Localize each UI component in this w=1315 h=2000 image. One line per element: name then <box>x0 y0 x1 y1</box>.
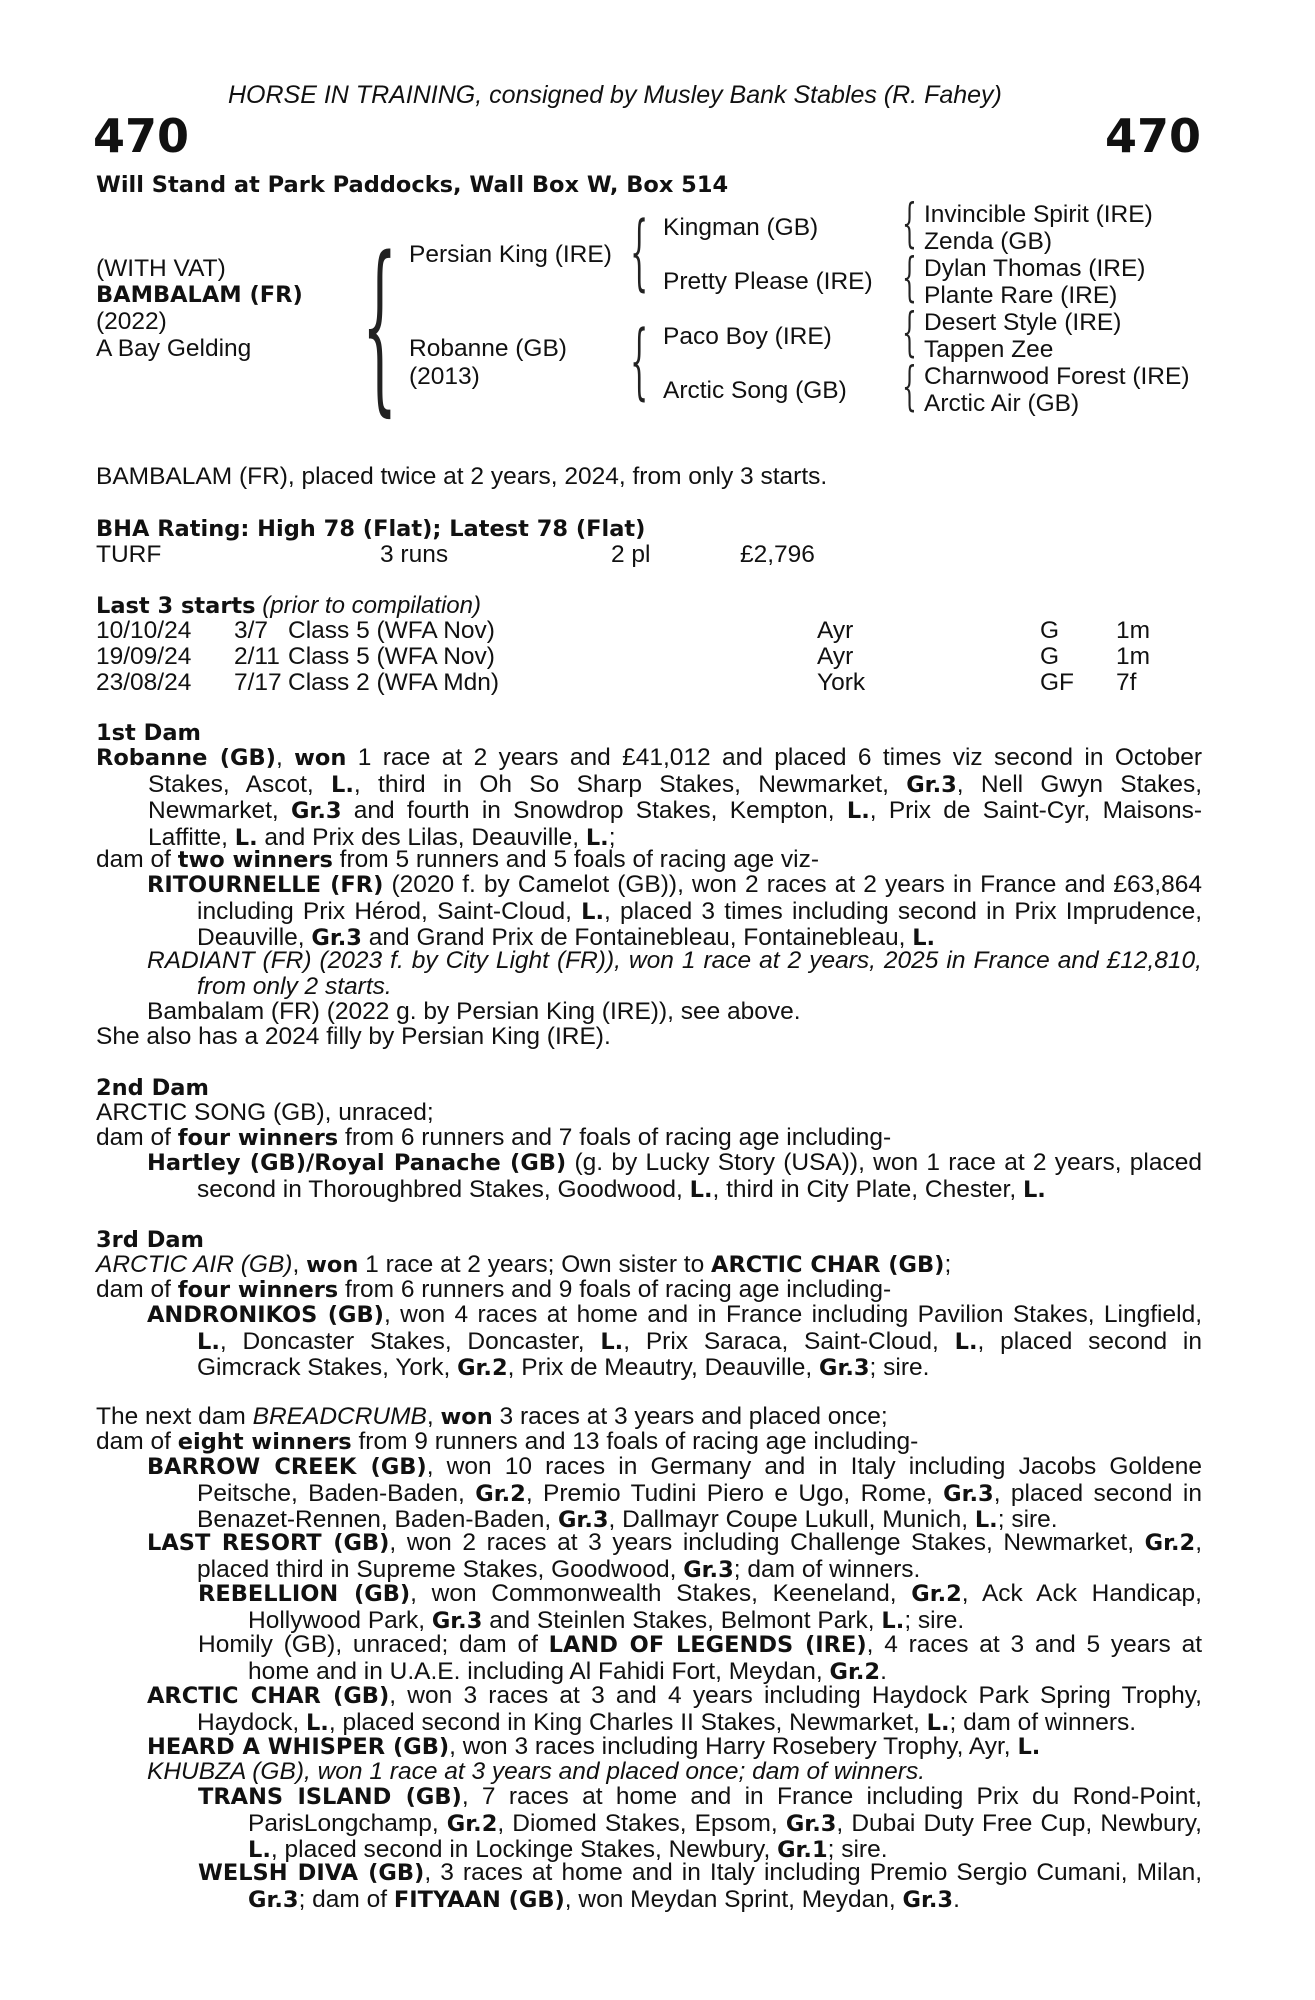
produce-last-resort: LAST RESORT (GB), won 2 races at 3 years including Challenge Stakes, Newmarket, Gr.2, placed third in Supreme Stakes, Goodwood, Gr.3; dam of winners. <box>147 1529 1203 1583</box>
last-starts-note: (prior to compilation) <box>262 592 481 619</box>
third-dam-produce-line: dam of four winners from 6 runners and 9 foals of racing age including- <box>96 1276 892 1303</box>
produce-homily: Homily (GB), unraced; dam of LAND OF LEGENDS (IRE), 4 races at 3 and 5 years at home and in U.A.E. including Al Fahidi Fort, Meydan, Gr.2. <box>198 1631 1202 1685</box>
dam-sire: Paco Boy (IRE) <box>663 323 832 350</box>
second-dam-heading: 2nd Dam <box>96 1075 209 1101</box>
brace-ds: { <box>902 303 917 363</box>
dam-year: (2013) <box>409 363 480 390</box>
produce-rebellion: REBELLION (GB), won Commonwealth Stakes, Keeneland, Gr.2, Ack Ack Handicap, Hollywood Park, Gr.3 and Steinlen Stakes, Belmont Park, L.; sire. <box>198 1580 1202 1634</box>
lot-number-right: 470 <box>1104 109 1201 163</box>
start-course: Ayr <box>817 643 854 670</box>
rating-placed: 2 pl <box>611 541 651 568</box>
first-dam-heading: 1st Dam <box>96 720 201 746</box>
pedigree-main-brace: { <box>362 217 398 433</box>
next-dam-produce-line: dam of eight winners from 9 runners and 13 foals of racing age including- <box>96 1428 919 1455</box>
produce-andronikos: ANDRONIKOS (GB), won 4 races at home and in France including Pavilion Stakes, Lingfield, L., Doncaster Stakes, Doncaster, L., Prix Saraca, Saint-Cloud, L., placed second in Gimcrack Stakes, York, Gr.2, Prix de Meautry, Deauville, Gr.3; sire. <box>147 1301 1203 1381</box>
produce-arctic-char: ARCTIC CHAR (GB), won 3 races at 3 and 4 years including Haydock Park Spring Trophy, Haydock, L., placed second in King Charles II Stakes, Newmarket, L.; dam of winners. <box>147 1682 1202 1736</box>
dam-name: ARCTIC AIR (GB) <box>96 1251 293 1278</box>
vat-note: (WITH VAT) <box>96 255 226 282</box>
start-race: Class 5 (WFA Nov) <box>288 617 495 644</box>
sire-dam-dam: Plante Rare (IRE) <box>924 282 1118 309</box>
produce-radiant: RADIANT (FR) (2023 f. by City Light (FR)), won 1 race at 2 years, 2025 in France and £12,810, from only 2 starts. <box>147 947 1202 1000</box>
produce-child-name: FITYAAN (GB) <box>393 1886 565 1913</box>
last-starts-heading <box>96 592 481 620</box>
produce-bambalam: Bambalam (FR) (2022 g. by Persian King (IRE)), see above. <box>147 998 801 1025</box>
produce-name: Hartley (GB)/Royal Panache (GB) <box>147 1150 567 1176</box>
start-distance: 1m <box>1116 617 1151 644</box>
winners-count: four winners <box>177 1125 339 1151</box>
start-race: Class 5 (WFA Nov) <box>288 643 495 670</box>
start-going: G <box>1040 617 1060 644</box>
second-dam-produce-line: dam of four winners from 6 runners and 7 foals of racing age including- <box>96 1124 892 1151</box>
produce-filly-note: She also has a 2024 filly by Persian King (IRE). <box>96 1023 611 1050</box>
sire-dam: Pretty Please (IRE) <box>663 268 873 295</box>
produce-name: HEARD A WHISPER (GB) <box>147 1734 450 1760</box>
produce-ritournelle: RITOURNELLE (FR) (2020 f. by Camelot (GB)), won 2 races at 2 years in France and £63,864 including Prix Hérod, Saint-Cloud, L., placed 3 times including second in Prix Imprudence, Deauville, Gr.3 and Grand Prix de Fontainebleau, Fontainebleau, L. <box>147 871 1202 951</box>
brace-sd: { <box>902 248 917 308</box>
winners-count: eight winners <box>177 1429 352 1455</box>
horse-name: BAMBALAM (FR) <box>96 282 303 308</box>
dam-name: Robanne (GB) <box>96 745 276 771</box>
produce-name: ARCTIC CHAR (GB) <box>147 1683 390 1709</box>
rating-surface: TURF <box>96 541 162 568</box>
sister-name: ARCTIC CHAR (GB) <box>711 1252 945 1278</box>
rating-earnings: £2,796 <box>740 541 815 568</box>
lot-number-left: 470 <box>93 109 190 163</box>
start-race: Class 2 (WFA Mdn) <box>288 669 500 696</box>
start-distance: 7f <box>1116 669 1137 696</box>
start-date: 23/08/24 <box>96 669 192 696</box>
start-course: Ayr <box>817 617 854 644</box>
last-starts-title: Last 3 starts <box>96 593 256 619</box>
dam-name: BREADCRUMB <box>252 1403 427 1430</box>
sire-sire-sire: Invincible Spirit (IRE) <box>924 201 1153 228</box>
produce-name: TRANS ISLAND (GB) <box>198 1784 462 1810</box>
produce-trans-island: TRANS ISLAND (GB), 7 races at home and in France including Prix du Rond-Point, ParisLongchamp, Gr.2, Diomed Stakes, Epsom, Gr.3, Dubai Duty Free Cup, Newbury, L., placed second in Lockinge Stakes, Newbury, Gr.1; sire. <box>198 1783 1202 1863</box>
dam-sire-dam: Tappen Zee <box>924 336 1054 363</box>
produce-name: LAST RESORT (GB) <box>147 1530 390 1556</box>
produce-barrow-creek: BARROW CREEK (GB), won 10 races in Germany and in Italy including Jacobs Goldene Peitsche, Baden-Baden, Gr.2, Premio Tudini Piero e Ugo, Rome, Gr.3, placed second in Benazet-Rennen, Baden-Baden, Gr.3, Dallmayr Coupe Lukull, Munich, L.; sire. <box>147 1453 1203 1533</box>
start-distance: 1m <box>1116 643 1151 670</box>
dam-brace: { <box>630 314 649 409</box>
winners-count: four winners <box>177 1277 339 1303</box>
brace-dd: { <box>902 357 917 417</box>
rating-runs: 3 runs <box>380 541 449 568</box>
start-position: 2/11 <box>234 643 280 670</box>
start-course: York <box>817 669 866 696</box>
produce-heard-a-whisper: HEARD A WHISPER (GB), won 3 races including Harry Rosebery Trophy, Ayr, L. <box>147 1733 1041 1760</box>
race-summary: BAMBALAM (FR), placed twice at 2 years, 2024, from only 3 starts. <box>96 463 828 490</box>
dam-dam: Arctic Song (GB) <box>663 377 847 404</box>
first-dam-record: Robanne (GB), won 1 race at 2 years and £41,012 and placed 6 times viz second in October Stakes, Ascot, L., third in Oh So Sharp Stakes, Newmarket, Gr.3, Nell Gwyn Stakes, Newmarket, Gr.3 and fourth in Snowdrop Stakes, Kempton, L., Prix de Saint-Cyr, Maisons-Laffitte, L. and Prix des Lilas, Deauville, L.; <box>96 744 1202 851</box>
bha-rating-title: BHA Rating: High 78 (Flat); Latest 78 (Flat) <box>96 516 646 542</box>
consignor-line: HORSE IN TRAINING, consigned by Musley Bank Stables (R. Fahey) <box>228 81 1002 109</box>
start-position: 3/7 <box>234 617 269 644</box>
next-dam-record: The next dam BREADCRUMB, won 3 races at 3 years and placed once; <box>96 1403 888 1430</box>
second-dam-record: ARCTIC SONG (GB), unraced; <box>96 1099 434 1126</box>
horse-year: (2022) <box>96 308 167 335</box>
sire-dam-sire: Dylan Thomas (IRE) <box>924 255 1146 282</box>
produce-name: LAND OF LEGENDS (IRE) <box>548 1632 867 1658</box>
produce-name: WELSH DIVA (GB) <box>198 1860 425 1886</box>
produce-hartley: Hartley (GB)/Royal Panache (GB) (g. by Lucky Story (USA)), won 1 race at 2 years, placed second in Thoroughbred Stakes, Goodwood, L., third in City Plate, Chester, L. <box>147 1149 1202 1203</box>
third-dam-heading: 3rd Dam <box>96 1227 204 1253</box>
produce-khubza: KHUBZA (GB), won 1 race at 3 years and placed once; dam of winners. <box>147 1758 926 1785</box>
brace-ss: { <box>902 194 917 254</box>
start-going: GF <box>1040 669 1075 696</box>
dam-sire-sire: Desert Style (IRE) <box>924 309 1122 336</box>
horse-description: A Bay Gelding <box>96 335 252 362</box>
produce-name: BARROW CREEK (GB) <box>147 1454 427 1480</box>
dam: Robanne (GB) <box>409 335 567 362</box>
produce-name: ANDRONIKOS (GB) <box>147 1302 384 1328</box>
start-date: 19/09/24 <box>96 643 192 670</box>
produce-name: RITOURNELLE (FR) <box>147 872 384 898</box>
third-dam-record: ARCTIC AIR (GB), won 1 race at 2 years; Own sister to ARCTIC CHAR (GB); <box>96 1251 952 1278</box>
start-going: G <box>1040 643 1060 670</box>
sire-sire: Kingman (GB) <box>663 214 819 241</box>
first-dam-produce-line: dam of two winners from 5 runners and 5 foals of racing age viz- <box>96 846 820 873</box>
sire: Persian King (IRE) <box>409 241 612 268</box>
produce-name: REBELLION (GB) <box>198 1581 411 1607</box>
sire-brace: { <box>630 205 649 300</box>
produce-welsh-diva: WELSH DIVA (GB), 3 races at home and in Italy including Premio Sergio Cumani, Milan, Gr.3; dam of FITYAAN (GB), won Meydan Sprint, Meydan, Gr.3. <box>198 1859 1202 1913</box>
start-position: 7/17 <box>234 669 282 696</box>
dam-dam-dam: Arctic Air (GB) <box>924 390 1080 417</box>
sire-sire-dam: Zenda (GB) <box>924 228 1052 255</box>
start-date: 10/10/24 <box>96 617 192 644</box>
location-line: Will Stand at Park Paddocks, Wall Box W, Box 514 <box>96 172 729 198</box>
dam-dam-sire: Charnwood Forest (IRE) <box>924 363 1190 390</box>
won-label: won <box>294 745 347 771</box>
winners-count: two winners <box>177 847 333 873</box>
